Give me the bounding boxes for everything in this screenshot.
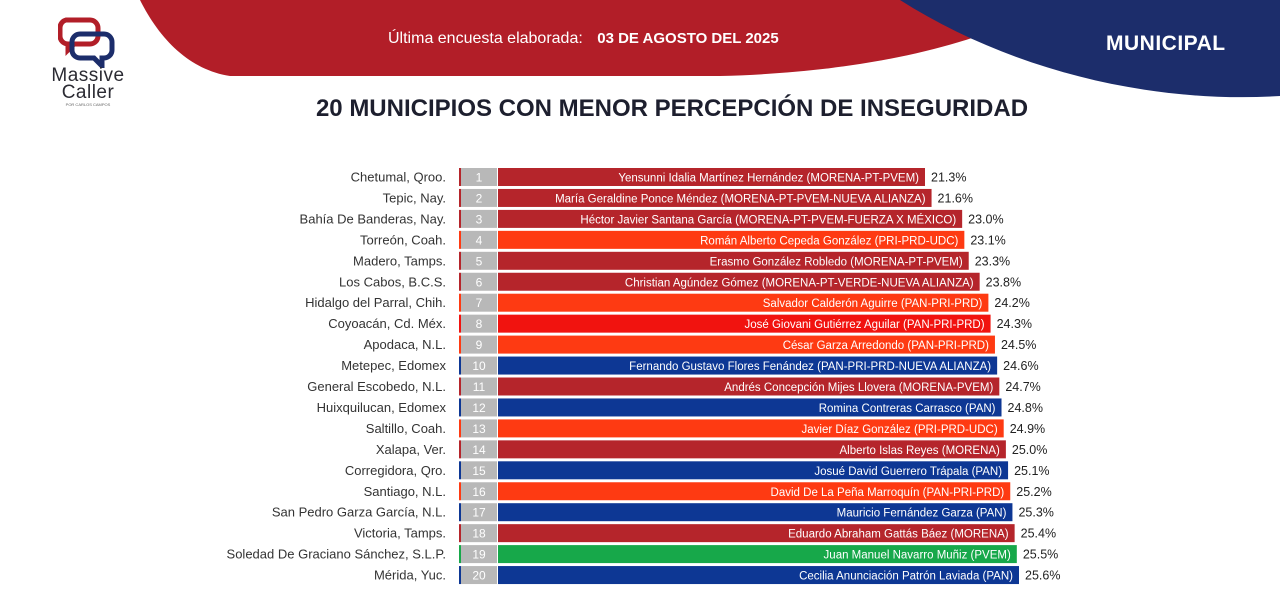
candidate-label: David De La Peña Marroquín (PAN-PRI-PRD) bbox=[770, 486, 1005, 499]
candidate-label: Josué David Guerrero Trápala (PAN) bbox=[814, 465, 1003, 478]
rank-label: 20 bbox=[472, 568, 486, 583]
logo-text-massive: Massive bbox=[51, 65, 125, 86]
rank-accent bbox=[459, 273, 461, 291]
rank-accent bbox=[459, 545, 461, 563]
value-label: 24.2% bbox=[994, 296, 1030, 311]
rank-label: 13 bbox=[472, 421, 486, 436]
rank-accent bbox=[459, 524, 461, 542]
value-label: 23.0% bbox=[968, 212, 1004, 227]
rank-accent bbox=[459, 294, 461, 312]
value-label: 24.6% bbox=[1003, 359, 1039, 374]
municipality-label: Soledad De Graciano Sánchez, S.L.P. bbox=[226, 546, 446, 562]
municipality-label: Hidalgo del Parral, Chih. bbox=[305, 295, 446, 311]
candidate-label: Erasmo González Robledo (MORENA-PT-PVEM) bbox=[709, 256, 963, 269]
rank-accent bbox=[459, 168, 461, 186]
candidate-label: José Giovani Gutiérrez Aguilar (PAN-PRI-PRD) bbox=[744, 319, 985, 332]
candidate-label: Salvador Calderón Aguirre (PAN-PRI-PRD) bbox=[762, 298, 983, 311]
rank-label: 1 bbox=[475, 170, 483, 185]
rank-accent bbox=[459, 461, 461, 479]
rank-label: 3 bbox=[475, 212, 483, 227]
value-label: 24.7% bbox=[1005, 380, 1041, 394]
rank-accent bbox=[459, 398, 461, 416]
chart-title: 20 MUNICIPIOS CON MENOR PERCEPCIÓN DE INSEGURIDAD bbox=[315, 95, 1029, 122]
value-label: 23.3% bbox=[974, 254, 1011, 269]
municipality-label: Santiago, N.L. bbox=[363, 483, 446, 499]
value-label: 24.8% bbox=[1007, 400, 1043, 415]
candidate-label: César Garza Arredondo (PAN-PRI-PRD) bbox=[782, 340, 989, 353]
rank-label: 8 bbox=[475, 317, 483, 332]
logo-tagline: POR CARLOS CAMPOS bbox=[65, 102, 111, 107]
rank-accent bbox=[459, 357, 461, 375]
rank-accent bbox=[459, 419, 461, 437]
candidate-label: Héctor Javier Santana García (MORENA-PT-PVEM-FUERZA X MÉXICO) bbox=[580, 214, 957, 227]
value-label: 24.5% bbox=[1000, 338, 1037, 353]
rank-accent bbox=[459, 315, 461, 333]
rank-label: 4 bbox=[475, 233, 483, 248]
municipality-label: Coyoacán, Cd. Méx. bbox=[328, 316, 446, 332]
rank-label: 6 bbox=[475, 275, 483, 290]
value-label: 24.3% bbox=[996, 317, 1033, 332]
rank-accent bbox=[459, 378, 461, 396]
survey-date: 03 DE AGOSTO DEL 2025 bbox=[597, 30, 779, 47]
value-label: 25.0% bbox=[1011, 442, 1048, 457]
survey-label: Última encuesta elaborada: bbox=[388, 30, 583, 47]
value-label: 25.6% bbox=[1025, 568, 1061, 583]
value-label: 25.2% bbox=[1016, 484, 1052, 499]
section-label: MUNICIPAL bbox=[1106, 32, 1226, 55]
municipality-label: Huixquilucan, Edomex bbox=[316, 399, 446, 415]
municipality-label: Madero, Tamps. bbox=[353, 253, 446, 269]
value-label: 21.3% bbox=[931, 170, 967, 185]
rank-accent bbox=[459, 503, 461, 521]
rank-accent bbox=[459, 482, 461, 500]
candidate-label: Romina Contreras Carrasco (PAN) bbox=[818, 402, 996, 415]
candidate-label: Alberto Islas Reyes (MORENA) bbox=[839, 444, 1000, 457]
municipality-label: Metepec, Edomex bbox=[341, 358, 446, 374]
candidate-label: Román Alberto Cepeda González (PRI-PRD-UDC) bbox=[700, 235, 959, 248]
candidate-label: María Geraldine Ponce Méndez (MORENA-PT-PVEM-NUEVA ALIANZA) bbox=[555, 193, 926, 206]
municipality-label: General Escobedo, N.L. bbox=[307, 379, 446, 394]
rank-label: 7 bbox=[475, 296, 483, 311]
rank-label: 18 bbox=[472, 526, 486, 541]
logo-text-caller: Caller bbox=[61, 82, 115, 103]
municipality-label: Torreón, Coah. bbox=[360, 232, 446, 248]
value-label: 23.8% bbox=[985, 275, 1022, 290]
rank-label: 19 bbox=[472, 547, 486, 562]
municipality-label: Mérida, Yuc. bbox=[373, 567, 446, 583]
rank-label: 11 bbox=[472, 380, 486, 394]
candidate-label: Christian Agúndez Gómez (MORENA-PT-VERDE-NUEVA ALIANZA) bbox=[624, 277, 974, 290]
candidate-label: Cecilia Anunciación Patrón Laviada (PAN) bbox=[799, 570, 1013, 583]
rank-label: 17 bbox=[472, 505, 486, 520]
candidate-label: Juan Manuel Navarro Muñiz (PVEM) bbox=[823, 549, 1011, 562]
rank-accent bbox=[459, 440, 461, 458]
value-label: 23.1% bbox=[970, 233, 1006, 248]
rank-label: 14 bbox=[472, 442, 486, 457]
municipality-label: Apodaca, N.L. bbox=[363, 337, 446, 353]
municipality-label: Victoria, Tamps. bbox=[353, 525, 446, 541]
candidate-label: Javier Díaz González (PRI-PRD-UDC) bbox=[801, 423, 998, 436]
municipality-label: Tepic, Nay. bbox=[382, 190, 446, 206]
rank-accent bbox=[459, 252, 461, 270]
value-label: 25.1% bbox=[1014, 463, 1050, 478]
municipality-label: Corregidora, Qro. bbox=[344, 462, 446, 478]
candidate-label: Eduardo Abraham Gattás Báez (MORENA) bbox=[788, 528, 1009, 541]
candidate-label: Andrés Concepción Mijes Llovera (MORENA-PVEM) bbox=[724, 382, 994, 394]
municipality-label: Xalapa, Ver. bbox=[375, 441, 446, 457]
rank-accent bbox=[459, 336, 461, 354]
value-label: 25.4% bbox=[1020, 526, 1057, 541]
value-label: 24.9% bbox=[1009, 421, 1046, 436]
value-label: 25.5% bbox=[1022, 547, 1059, 562]
rank-label: 9 bbox=[475, 338, 483, 353]
candidate-label: Fernando Gustavo Flores Fenández (PAN-PRI-PRD-NUEVA ALIANZA) bbox=[629, 361, 992, 374]
rank-label: 16 bbox=[472, 484, 486, 499]
rank-label: 12 bbox=[472, 400, 486, 415]
rank-accent bbox=[459, 189, 461, 207]
rank-label: 10 bbox=[472, 359, 486, 374]
rank-accent bbox=[459, 210, 461, 228]
candidate-label: Mauricio Fernández Garza (PAN) bbox=[836, 507, 1007, 520]
municipality-label: San Pedro Garza García, N.L. bbox=[271, 504, 446, 520]
rank-accent bbox=[459, 566, 461, 584]
municipality-label: Chetumal, Qroo. bbox=[350, 169, 446, 185]
candidate-label: Yensunni Idalia Martínez Hernández (MORENA-PT-PVEM) bbox=[618, 172, 919, 185]
municipality-label: Los Cabos, B.C.S. bbox=[339, 274, 446, 290]
rank-label: 15 bbox=[472, 463, 486, 478]
value-label: 21.6% bbox=[937, 191, 974, 206]
municipality-label: Bahía De Banderas, Nay. bbox=[299, 211, 446, 227]
rank-label: 5 bbox=[475, 254, 483, 269]
municipality-label: Saltillo, Coah. bbox=[365, 420, 446, 436]
rank-accent bbox=[459, 231, 461, 249]
value-label: 25.3% bbox=[1018, 505, 1054, 520]
rank-label: 2 bbox=[475, 191, 483, 206]
